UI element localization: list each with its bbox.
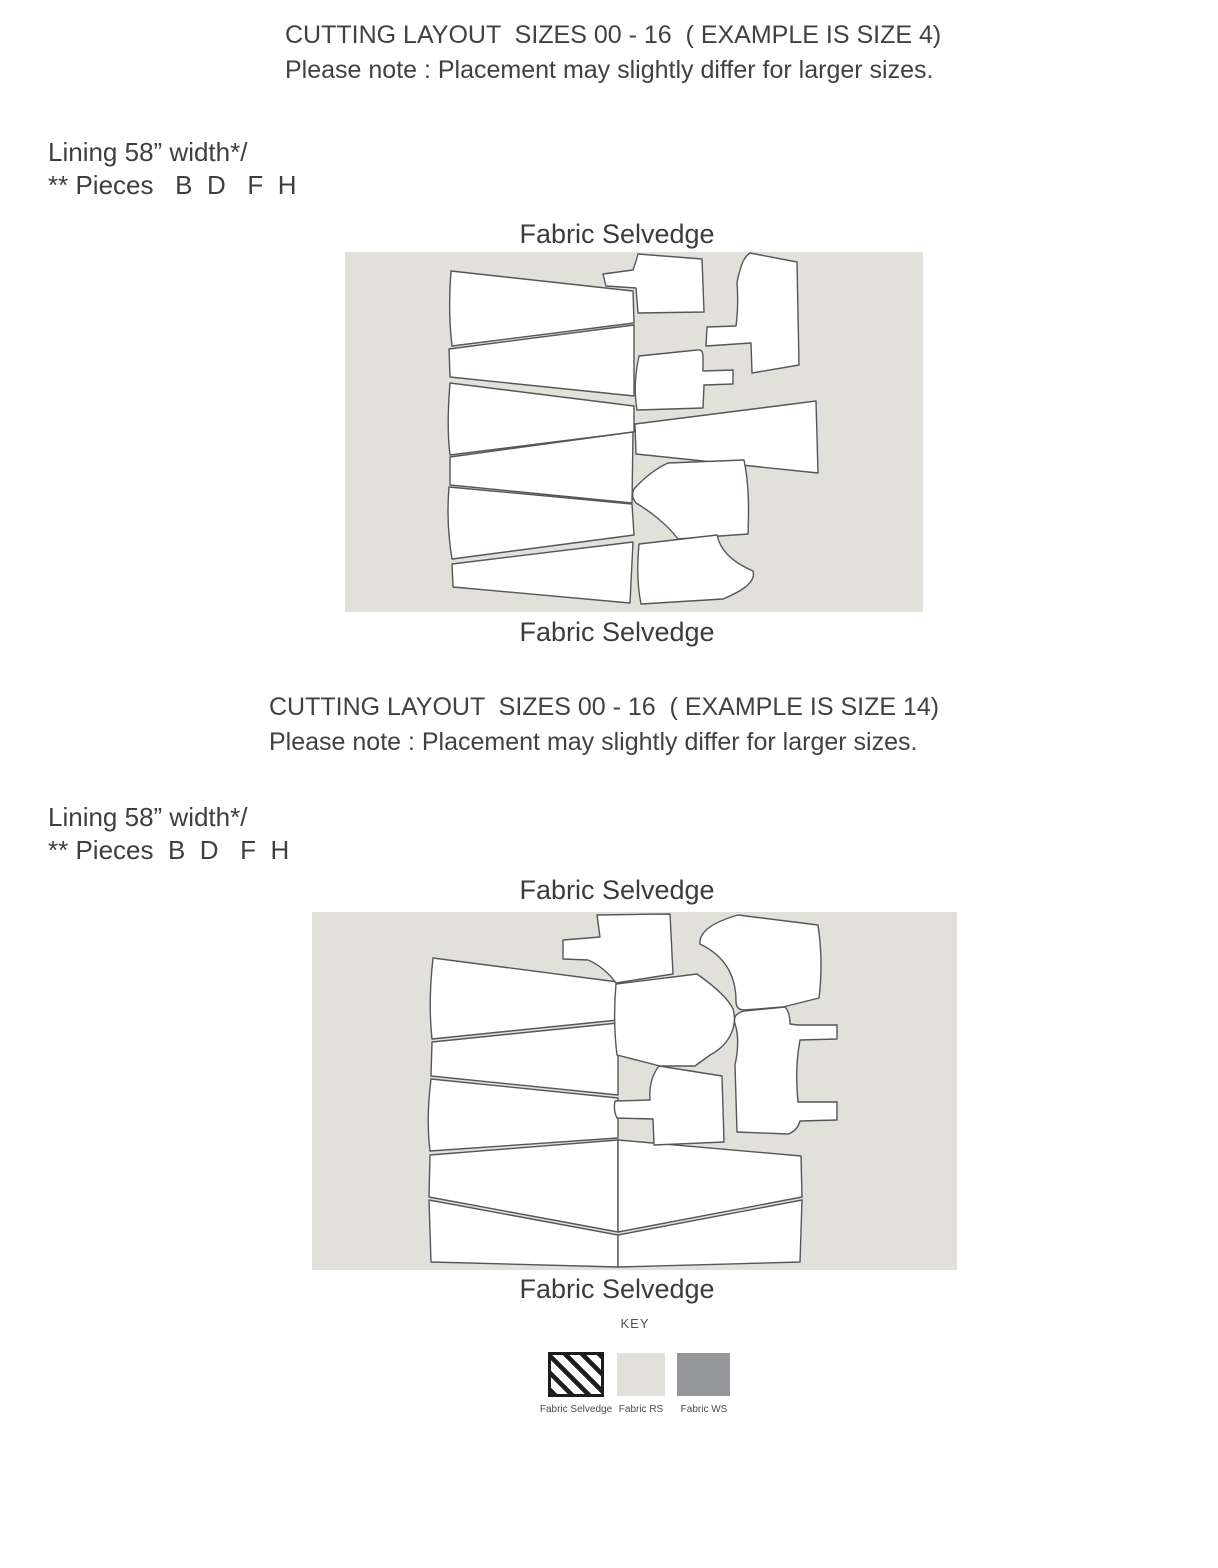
section2-lining-pieces: ** Pieces B D F H bbox=[48, 835, 290, 865]
section2-cutting-layout-diagram bbox=[312, 912, 957, 1270]
pattern-piece-bodice-side bbox=[635, 350, 733, 410]
section2-note: Please note : Placement may slightly differ for larger sizes. bbox=[269, 728, 918, 756]
section1-lining-pieces: ** Pieces B D F H bbox=[48, 170, 297, 200]
key-label-fabric-selvedge: Fabric Selvedge bbox=[539, 1404, 613, 1415]
section1-lining-width: Lining 58” width*/ bbox=[48, 137, 248, 167]
section2-lining-width: Lining 58” width*/ bbox=[48, 802, 248, 832]
pattern-piece-bodice-notched bbox=[734, 1007, 837, 1134]
section2-selvedge-top-label: Fabric Selvedge bbox=[519, 875, 715, 905]
pattern-piece-bodice-side bbox=[615, 974, 735, 1066]
key-title: KEY bbox=[620, 1316, 650, 1331]
section2-title: CUTTING LAYOUT SIZES 00 - 16 ( EXAMPLE IS SIZE 14) bbox=[269, 693, 940, 721]
key-label-fabric-ws: Fabric WS bbox=[680, 1404, 728, 1415]
section1-note: Please note : Placement may slightly differ for larger sizes. bbox=[285, 56, 934, 84]
pattern-piece-facing-lower bbox=[638, 535, 754, 604]
key-swatch-fabric-ws bbox=[677, 1353, 730, 1396]
section2-selvedge-bottom-label: Fabric Selvedge bbox=[519, 1274, 715, 1304]
section1-selvedge-top-label: Fabric Selvedge bbox=[519, 219, 715, 249]
section1-cutting-layout-diagram bbox=[345, 252, 923, 612]
pattern-piece-facing-upper bbox=[633, 460, 749, 539]
key-label-fabric-rs: Fabric RS bbox=[618, 1404, 664, 1415]
key-swatch-fabric-selvedge bbox=[548, 1352, 604, 1397]
section1-title: CUTTING LAYOUT SIZES 00 - 16 ( EXAMPLE IS SIZE 4) bbox=[285, 21, 942, 49]
pattern-piece-bodice-tabbed bbox=[614, 1066, 724, 1145]
pattern-piece-bodice-front bbox=[706, 253, 799, 373]
key-swatch-fabric-rs bbox=[617, 1353, 665, 1396]
section1-selvedge-bottom-label: Fabric Selvedge bbox=[519, 617, 715, 647]
pattern-piece-bodice-back bbox=[563, 914, 673, 983]
